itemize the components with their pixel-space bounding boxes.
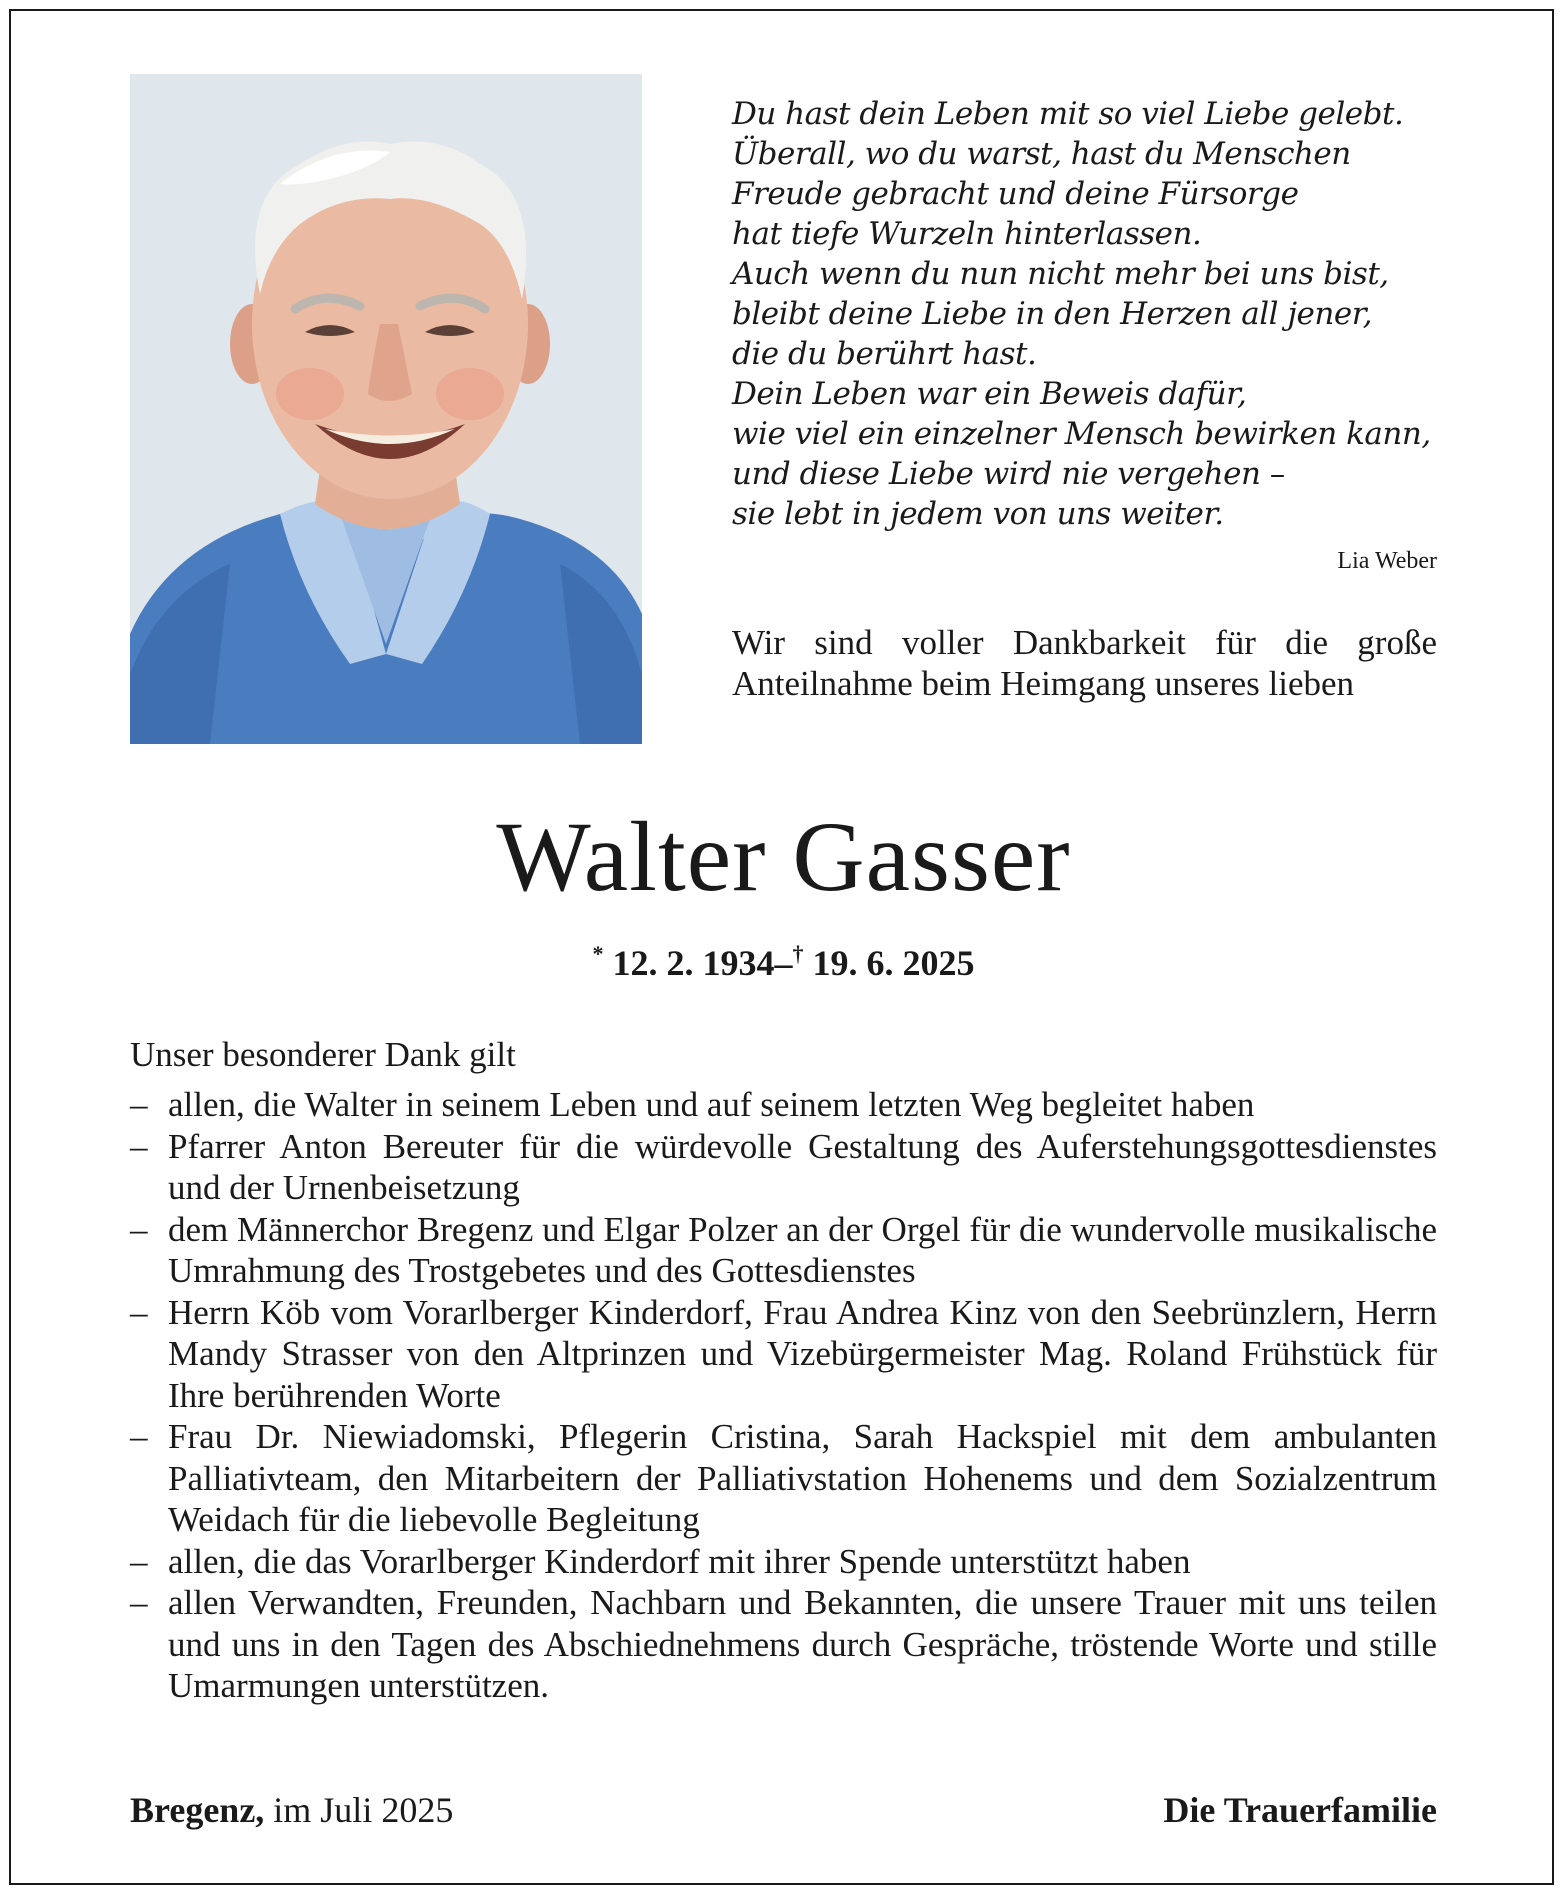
deceased-name: Walter Gasser xyxy=(496,801,1071,912)
list-dash: – xyxy=(130,1541,148,1581)
portrait-photo xyxy=(130,74,642,744)
poem-line: wie viel ein einzelner Mensch bewirken kann, xyxy=(732,416,1431,452)
list-item-text: dem Männerchor Bregenz und Elgar Polzer an der Orgel für die wundervolle musikalische Umrahmung des Trostgebetes und des Gottesdienstes xyxy=(168,1209,1437,1290)
family-signature: Die Trauerfamilie xyxy=(1163,1790,1437,1830)
list-item xyxy=(130,1126,1437,1209)
poem-line: sie lebt in jedem von uns weiter. xyxy=(732,496,1224,532)
list-item-text: allen, die das Vorarlberger Kinderdorf mit ihrer Spende unterstützt haben xyxy=(168,1541,1191,1581)
poem-line: Freude gebracht und deine Fürsorge xyxy=(732,176,1299,212)
list-dash: – xyxy=(130,1126,148,1166)
list-dash: – xyxy=(130,1583,148,1622)
list-item-text: Frau Dr. Niewiadomski, Pflegerin Cristina, Sarah Hackspiel mit dem ambulanten Palliativteam, den Mitarbeitern der Palliativstation Hohenems und dem Sozialzentrum Weidach für die liebevolle Begleitung xyxy=(168,1417,1437,1539)
poem-line: und diese Liebe wird nie vergehen – xyxy=(732,456,1285,492)
list-item-text: allen Verwandten, Freunden, Nachbarn und Bekannten, die unsere Trauer mit uns teilen und uns in den Tagen des Abschiednehmens durch Gespräche, tröstende Worte und stille Umarmungen unterstützen. xyxy=(168,1583,1437,1705)
memorial-poem xyxy=(732,94,1452,534)
poem-author: Lia Weber xyxy=(1337,548,1437,574)
poem-line: bleibt deine Liebe in den Herzen all jener, xyxy=(732,296,1372,332)
list-item xyxy=(130,1084,1437,1126)
thanks-intro: Wir sind voller Dankbarkeit für die große Anteilnahme beim Heimgang unseres lieben xyxy=(732,623,1437,703)
date-separator: – xyxy=(774,943,793,983)
list-item xyxy=(130,1416,1437,1541)
poem-line: die du berührt hast. xyxy=(732,336,1037,372)
poem-line: Überall, wo du warst, hast du Menschen xyxy=(732,136,1351,172)
thanks-list xyxy=(130,1084,1437,1707)
death-date: 19. 6. 2025 xyxy=(812,943,975,983)
thanks-heading: Unser besonderer Dank gilt xyxy=(130,1035,516,1074)
birth-symbol: * xyxy=(592,941,604,966)
list-item-text: Pfarrer Anton Bereuter für die würdevolle Gestaltung des Auferstehungsgottesdienstes und der Urnenbeisetzung xyxy=(168,1126,1437,1207)
list-dash: – xyxy=(130,1209,148,1249)
poem-line: Auch wenn du nun nicht mehr bei uns bist, xyxy=(732,256,1389,292)
list-item-text: Herrn Köb vom Vorarlberger Kinderdorf, Frau Andrea Kinz von den Seebrünzlern, Herrn Mandy Strasser von den Altprinzen und Vizebürgermeister Mag. Roland Frühstück für Ihre berührenden Worte xyxy=(168,1292,1437,1415)
life-dates xyxy=(0,932,1567,985)
list-item xyxy=(130,1209,1437,1292)
place: Bregenz, xyxy=(130,1790,265,1830)
poem-line: hat tiefe Wurzeln hinterlassen. xyxy=(732,216,1202,252)
poem-line: Dein Leben war ein Beweis dafür, xyxy=(732,376,1247,412)
poem-line: Du hast dein Leben mit so viel Liebe gelebt. xyxy=(732,96,1404,132)
list-dash: – xyxy=(130,1417,148,1456)
birth-date: 12. 2. 1934 xyxy=(612,943,775,983)
list-dash: – xyxy=(130,1085,148,1124)
list-item xyxy=(130,1292,1437,1417)
list-dash: – xyxy=(130,1292,148,1332)
death-symbol: † xyxy=(792,941,804,966)
notice-date: im Juli 2025 xyxy=(273,1790,454,1830)
list-item xyxy=(130,1541,1437,1583)
list-item-text: allen, die Walter in seinem Leben und auf seinem letzten Weg begleitet haben xyxy=(168,1085,1255,1124)
place-and-date xyxy=(130,1788,453,1832)
list-item xyxy=(130,1582,1437,1707)
